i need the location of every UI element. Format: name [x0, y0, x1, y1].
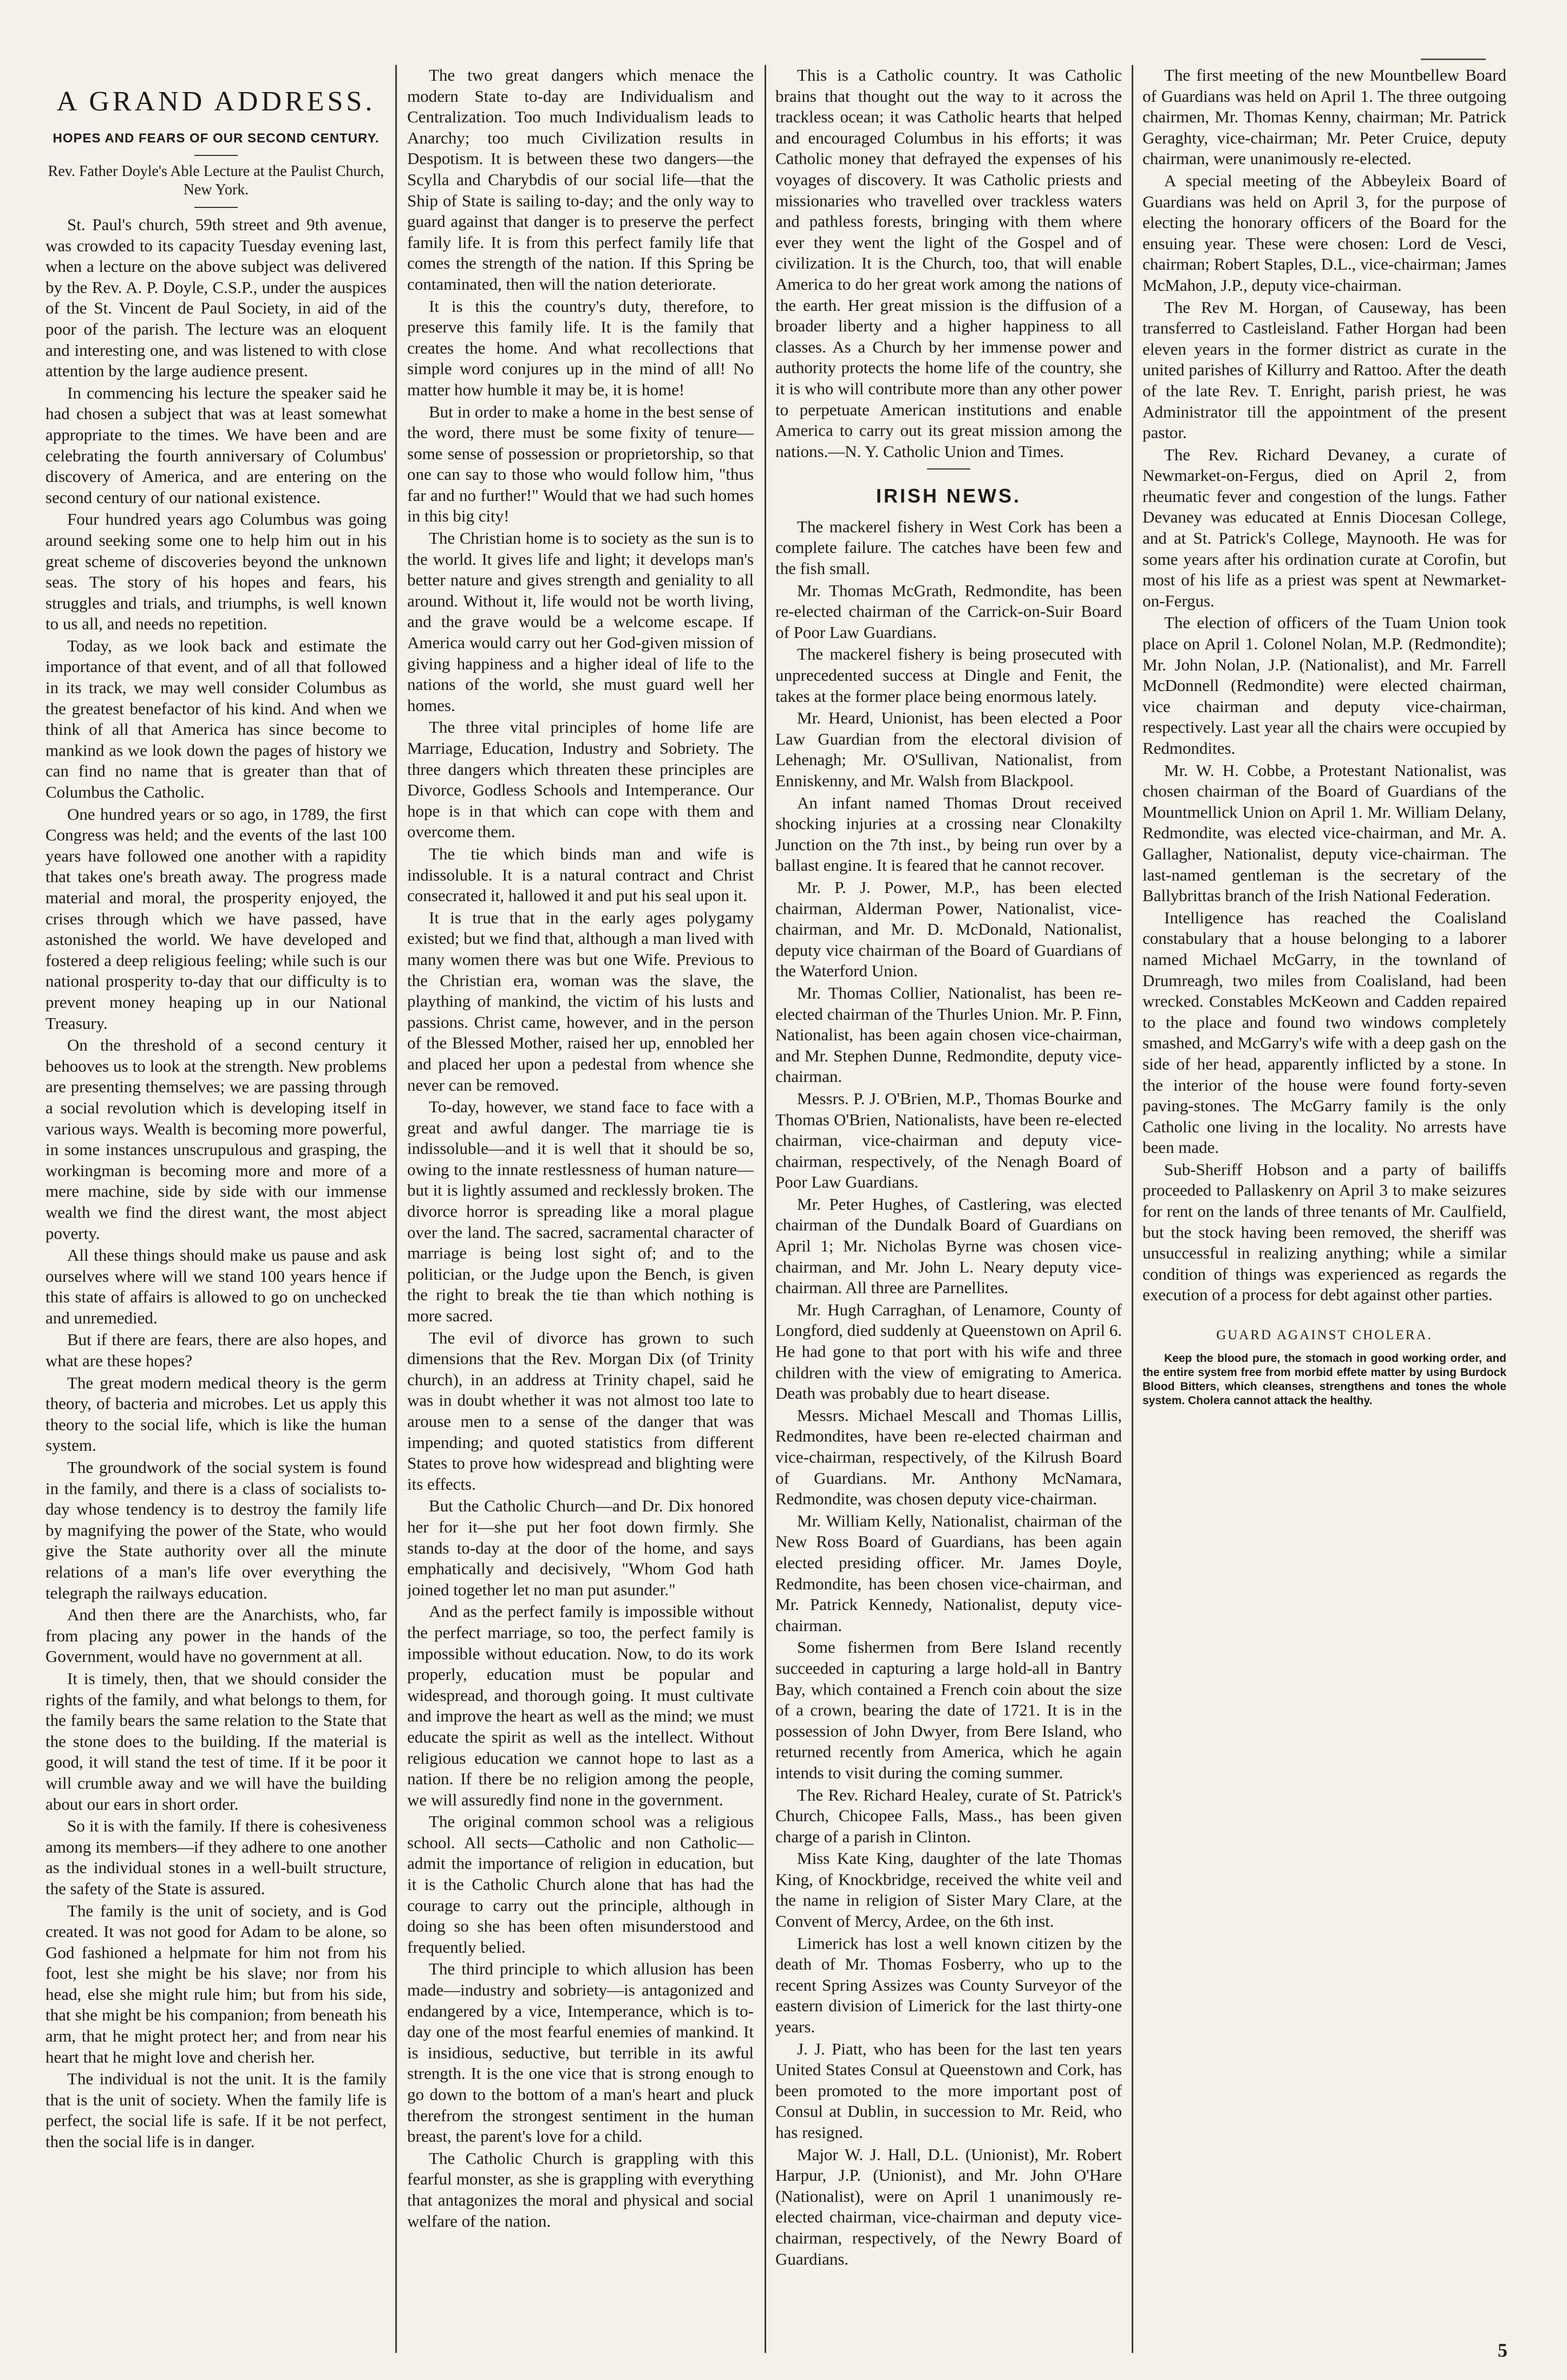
address-paragraph: The tie which binds man and wife is indissoluble. It is a natural contract and Christ consecrated it, hallowed it and put his seal upon it.: [407, 844, 754, 905]
address-paragraph: The Christian home is to society as the sun is to the world. It gives life and light; it develops man's better nature and gives strength and geniality to all around. Without it, life would not be worth living, and the grave would be a welcome escape. If America would carry out her God-given mission of giving happiness and a higher ideal of life to the nations of the world, she must guard well her homes.: [407, 529, 754, 715]
news-item: Messrs. Michael Mescall and Thomas Lillis, Redmondites, have been re-elected chairman and vice-chairman, respectively, of the Kilrush Board of Guardians. Mr. Anthony McNamara, Redmondite, was chosen deputy vice-chairman.: [775, 1405, 1122, 1509]
cholera-heading: GUARD AGAINST CHOLERA.: [1216, 1328, 1433, 1343]
news-item: Mr. Thomas McGrath, Redmondite, has been re-elected chairman of the Carrick-on-Suir Board of Poor Law Guardians.: [775, 581, 1122, 642]
news-item: Sub-Sheriff Hobson and a party of bailiffs proceeded to Pallaskenry on April 3 to make seizures for rent on the lands of three tenants of Mr. Caulfield, but the stock having been removed, the sheriff was unsuccessful in realizing anything; while a similar condition of things was experienced as regards the execution of a process for debt against other parties.: [1142, 1159, 1506, 1305]
news-item: Mr. Peter Hughes, of Castlering, was elected chairman of the Dundalk Board of Guardians on April 1; Mr. Nicholas Byrne was chosen vice-chairman, and Mr. John L. Neary deputy vice-chairman. All three are Parnellites.: [775, 1194, 1122, 1297]
address-paragraph: The original common school was a religious school. All sects—Catholic and non Catholic—admit the importance of religion in education, but it is the Catholic Church alone that has had the courage to carry out the principle, although in doing so she has been often misunderstood and frequently belied.: [407, 1812, 754, 1957]
irish-news-heading: IRISH NEWS.: [876, 485, 1021, 507]
column-4: [1142, 65, 1506, 2356]
address-paragraph: On the threshold of a second century it behooves us to look at the strength. New problems are presenting themselves; we are passing through a social revolution which is developing itself in various ways. Wealth is becoming more powerful, in some instances unscrupulous and grasping, the workingman is becoming more and more of a mere machine, side by side with our immense wealth we find the direst want, the most abject poverty.: [45, 1035, 387, 1243]
short-rule: [194, 155, 238, 156]
address-paragraph: The Catholic Church is grappling with this fearful monster, as she is grappling with everything that antagonizes the moral and physical and social welfare of the nation.: [407, 2148, 754, 2231]
address-paragraph: The third principle to which allusion has been made—industry and sobriety—is antagonized and endangered by a vice, Intemperance, which is to-day one of the most fearful enemies of mankind. It is insidious, seductive, but terrible in its awful strength. It is the one vice that is strong enough to go down to the bottom of a man's heart and pluck therefrom the strongest sentiment in the human breast, the parent's love for a child.: [407, 1959, 754, 2146]
article-deck: HOPES AND FEARS OF OUR SECOND CENTURY.: [53, 131, 380, 146]
short-rule: [927, 468, 970, 470]
address-paragraph: But in order to make a home in the best sense of the word, there must be some fixity of tenure—some sense of possession or proprietorship, so that one can say to those who would follow him, "thus far and no further!" Would that we had such homes in this big city!: [407, 402, 754, 526]
article-byline: Rev. Father Doyle's Able Lecture at the Paulist Church, New York.: [48, 163, 384, 198]
news-item: The first meeting of the new Mountbellew Board of Guardians was held on April 1. The three outgoing chairmen, Mr. Thomas Kenny, chairman; Mr. Patrick Geraghty, vice-chairman; Mr. Peter Cruice, deputy chairman, were unanimously re-elected.: [1142, 66, 1506, 168]
news-item: A special meeting of the Abbeyleix Board of Guardians was held on April 3, for the purpose of electing the honorary officers of the Board for the ensuing year. These were chosen: Lord de Vesci, chairman; Robert Staples, D.L., vice-chairman; James McMahon, J.P., deputy vice-chairman.: [1142, 171, 1506, 295]
news-item: Miss Kate King, daughter of the late Thomas King, of Knockbridge, received the white veil and the name in religion of Sister Mary Clare, at the Convent of Mercy, Ardee, on the 6th inst.: [775, 1849, 1122, 1931]
news-item: An infant named Thomas Drout received shocking injuries at a crossing near Clonakilty Junction on the 7th inst., by being run over by a ballast engine. It is feared that he cannot recover.: [775, 793, 1122, 875]
short-rule: [194, 207, 238, 208]
address-paragraph: So it is with the family. If there is cohesiveness among its members—if they adhere to one another as the individual stones in a well-built structure, the safety of the State is assured.: [45, 1816, 387, 1898]
cholera-notice: Keep the blood pure, the stomach in good working order, and the entire system free from morbid effete matter by using Burdock Blood Bitters, which cleanses, strengthens and tones the whole system. Cholera cannot attack the healthy.: [1142, 1352, 1506, 1407]
news-item: Major W. J. Hall, D.L. (Unionist), Mr. Robert Harpur, J.P. (Unionist), and Mr. John O'Hare (Nationalist), were on April 1 unanimously re-elected chairman, vice-chairman and deputy vice-chairman, respectively, of the Newry Board of Guardians.: [775, 2144, 1122, 2268]
news-item: The mackerel fishery is being prosecuted with unprecedented success at Dingle and Fenit, the takes at the former place being enormous lately.: [775, 644, 1122, 706]
address-paragraph: And as the perfect family is impossible without the perfect marriage, so too, the perfect family is impossible without education. Now, to do its work properly, education must be popular and widespread, and thorough going. It must cultivate and improve the heart as well as the mind; we must educate the spirit as well as the intellect. Without religious education we cannot hope to last as a nation. If there be no religion among the people, we will assuredly find none in the government.: [407, 1602, 754, 1809]
address-paragraph: In commencing his lecture the speaker said he had chosen a subject that was at least somewhat appropriate to the times. We have been and are celebrating the fourth anniversary of Columbus' discovery of America, and are entering on the second century of our national existence.: [45, 383, 387, 507]
column-1: [45, 65, 387, 2356]
address-paragraph: It is this the country's duty, therefore, to preserve this family life. It is the family that creates the home. And what recollections that simple word conjures up in the mind of all! No matter how humble it may be, it is home!: [407, 296, 754, 399]
news-item: The Rev. Richard Healey, curate of St. Patrick's Church, Chicopee Falls, Mass., has been given charge of a parish in Clinton.: [775, 1785, 1122, 1846]
address-paragraph: It is timely, then, that we should consider the rights of the family, and what belongs to them, for the family bears the same relation to the State that the stone does to the building. If the material is good, it will stand the test of time. If it be poor it will crumble away and we will have the building about our ears in short order.: [45, 1668, 387, 1814]
news-item: Messrs. P. J. O'Brien, M.P., Thomas Bourke and Thomas O'Brien, Nationalists, have been re-elected chairman, vice-chairman and deputy vice-chairman, respectively, of the Nenagh Board of Poor Law Guardians.: [775, 1088, 1122, 1192]
news-item: Mr. W. H. Cobbe, a Protestant Nationalist, was chosen chairman of the Board of Guardians of the Mountmellick Union on April 1. Mr. William Delany, Redmondite, was elected vice-chairman, and Mr. A. Gallagher, Nationalist, deputy vice-chairman. The last-named gentleman is the secretary of the Ballybrittas branch of the Irish National Federation.: [1142, 760, 1506, 905]
address-paragraph: Today, as we look back and estimate the importance of that event, and of all that followed in its track, we may well consider Columbus as the greatest benefactor of his kind. And when we think of all that America has since become to mankind as we look down the pages of history we can find no name that is greater than that of Columbus the Catholic.: [45, 636, 387, 802]
news-item: Mr. P. J. Power, M.P., has been elected chairman, Alderman Power, Nationalist, vice-chairman, and Mr. D. McDonald, Nationalist, deputy vice chairman of the Board of Guardians of the Waterford Union.: [775, 877, 1122, 981]
address-paragraph: And then there are the Anarchists, who, far from placing any power in the hands of the Government, would have no government at all.: [45, 1605, 387, 1666]
news-item: J. J. Piatt, who has been for the last ten years United States Consul at Queenstown and Cork, has been promoted to the more important post of Consul at Dublin, in succession to Mr. Reid, who has resigned.: [775, 2039, 1122, 2142]
address-paragraph: The groundwork of the social system is found in the family, and there is a class of socialists to-day whose tendency is to destroy the family life by magnifying the power of the State, who would give the State authority over all the minute relations of a man's life over everything the telegraph the railways education.: [45, 1458, 387, 1602]
address-paragraph: The evil of divorce has grown to such dimensions that the Rev. Morgan Dix (of Trinity church), in an address at Trinity chapel, said he was in doubt whether it was not almost too late to arouse men to a sense of the danger that was impending; and quoted statistics from different States to prove how widespread and blighting were its effects.: [407, 1328, 754, 1494]
news-item: The mackerel fishery in West Cork has been a complete failure. The catches have been few and the fish small.: [775, 517, 1122, 578]
news-item: Intelligence has reached the Coalisland constabulary that a house belonging to a laborer named Michael McGarry, in the townland of Drumreagh, two miles from Coalisland, had been wrecked. Constables McKeown and Cadden repaired to the place and found two windows completely smashed, and McGarry's wife with a deep gash on the side of her head, apparently inflicted by a stone. In the interior of the house were found forty-seven paving-stones. The McGarry family is the only Catholic one living in the locality. No arrests have been made.: [1142, 908, 1506, 1157]
news-item: The election of officers of the Tuam Union took place on April 1. Colonel Nolan, M.P. (Redmondite); Mr. John Nolan, J.P. (Nationalist), and Mr. Farrell McDonnell (Redmondite) were elected chairman, vice chairman and deputy vice-chairman, respectively. Last year all the chairs were occupied by Redmondites.: [1142, 613, 1506, 758]
address-paragraph: The two great dangers which menace the modern State to-day are Individualism and Centralization. Too much Individualism leads to Anarchy; too much Civilization results in Despotism. It is between these two dangers—the Scylla and Charybdis of our social life—that the Ship of State is sailing to-day; and the only way to guard against that danger is to preserve the perfect family life. It is from this perfect family life that comes the strength of the nation. If this Spring be contaminated, then will the nation deteriorate.: [407, 66, 754, 294]
news-item: Mr. William Kelly, Nationalist, chairman of the New Ross Board of Guardians, has been again elected presiding officer. Mr. James Doyle, Redmondite, has been chosen vice-chairman, and Mr. Patrick Kennedy, Nationalist, deputy vice-chairman.: [775, 1511, 1122, 1635]
address-paragraph: This is a Catholic country. It was Catholic brains that thought out the way to it across the trackless ocean; it was Catholic hearts that helped and encouraged Columbus in his efforts; it was Catholic money that defrayed the expenses of his voyages of discovery. It was Catholic priests and missionaries who travelled over trackless waters and pathless forests, bringing with them where ever they went the light of the Gospel and of civilization. It is the Church, too, that will enable America to do her great work among the nations of the earth. Her great mission is the diffusion of a broader liberty and a higher happiness to all classes. As a Church by her immense power and authority protects the home life of the country, she it is who will contribute more than any other power to perpetuate American institutions and enable America to carry out its great mission among the nations.—N. Y. Catholic Union and Times.: [775, 66, 1122, 461]
address-paragraph: The great modern medical theory is the germ theory, of bacteria and microbes. Let us apply this theory to the social life, which is like the human system.: [45, 1373, 387, 1455]
article-headline: A GRAND ADDRESS.: [56, 86, 376, 117]
address-paragraph: St. Paul's church, 59th street and 9th avenue, was crowded to its capacity Tuesday evening last, when a lecture on the above subject was delivered by the Rev. A. P. Doyle, C.S.P., under the auspices of the St. Vincent de Paul Society, in aid of the poor of the parish. The lecture was an eloquent and interesting one, and was listened to with close attention by the large audience present.: [45, 215, 387, 381]
address-paragraph: Four hundred years ago Columbus was going around seeking some one to help him out in his great scheme of discoveries beyond the unknown seas. The story of his hopes and fears, his struggles and trials, and triumphs, is well known to us all, and needs no repetition.: [45, 510, 387, 634]
address-paragraph: One hundred years or so ago, in 1789, the first Congress was held; and the events of the last 100 years have followed one another with a rapidity that takes one's breath away. The progress made material and moral, the prosperity enjoyed, the crises through which we have passed, have astonished the world. We have developed and fostered a deep religious feeling; while such is our national prosperity to-day that our difficulty is to prevent money heaping up in our National Treasury.: [45, 804, 387, 1033]
column-2: [407, 65, 754, 2356]
page-number: 5: [1498, 2339, 1507, 2361]
column-divider: [1132, 65, 1133, 2353]
column-divider: [765, 65, 766, 2353]
address-paragraph: But if there are fears, there are also hopes, and what are these hopes?: [45, 1330, 387, 1371]
address-paragraph: It is true that in the early ages polygamy existed; but we find that, although a man lived with many women there was but one Wife. Previous to the Christian era, woman was the slave, the plaything of mankind, the victim of his lusts and passions. Christ came, however, and in the person of the Blessed Mother, raised her up, ennobled her and placed her upon a pedestal from whence she never can be removed.: [407, 908, 754, 1094]
news-item: Mr. Heard, Unionist, has been elected a Poor Law Guardian from the electoral division of Lehenagh; Mr. O'Sullivan, Nationalist, from Enniskenny, and Mr. Walsh from Blackpool.: [775, 708, 1122, 790]
column-divider: [395, 65, 397, 2353]
news-item: Some fishermen from Bere Island recently succeeded in capturing a large hold-all in Bantry Bay, which contained a French coin about the size of a crown, bearing the date of 1721. It is in the possession of John Dwyer, from Bere Island, who returned recently from America, which he again intends to visit during the coming summer.: [775, 1638, 1122, 1782]
address-paragraph: The individual is not the unit. It is the family that is the unit of society. When the family life is perfect, the social life is safe. If it be not perfect, then the social life is in danger.: [45, 2069, 387, 2151]
news-item: The Rev. Richard Devaney, a curate of Newmarket-on-Fergus, died on April 2, from rheumatic fever and congestion of the lungs. Father Devaney was educated at Ennis Diocesan College, and at St. Patrick's College, Maynooth. He was for some years after his ordination curate at Corofin, but most of his life as a priest was spent at Newmarket-on-Fergus.: [1142, 445, 1506, 610]
news-item: Mr. Hugh Carraghan, of Lenamore, County of Longford, died suddenly at Queenstown on April 6. He had gone to that port with his wife and three children with the view of emigrating to America. Death was probably due to heart disease.: [775, 1300, 1122, 1403]
column-3: [775, 65, 1122, 2356]
news-item: Limerick has lost a well known citizen by the death of Mr. Thomas Fosberry, who up to the recent Spring Assizes was County Surveyor of the eastern division of Limerick for the last thirty-one years.: [775, 1933, 1122, 2037]
news-item: Mr. Thomas Collier, Nationalist, has been re-elected chairman of the Thurles Union. Mr. P. Finn, Nationalist, has been again chosen vice-chairman, and Mr. Stephen Dunne, Redmondite, deputy vice-chairman.: [775, 983, 1122, 1086]
address-paragraph: But the Catholic Church—and Dr. Dix honored her for it—she put her foot down firmly. She stands to-day at the door of the home, and says emphatically and decisively, "Whom God hath joined together let no man put asunder.": [407, 1496, 754, 1599]
address-paragraph: To-day, however, we stand face to face with a great and awful danger. The marriage tie is indissoluble—and it is well that it should be so, owing to the innate restlessness of human nature—but it is lightly assumed and recklessly broken. The divorce horror is spreading like a moral plague over the land. The sacred, sacramental character of marriage is being lost sight of; and to the politician, or the Judge upon the Bench, is given the right to break the tie than which nothing is more sacred.: [407, 1097, 754, 1326]
news-item: The Rev M. Horgan, of Causeway, has been transferred to Castleisland. Father Horgan had been eleven years in the former district as curate in the united parishes of Killurry and Rattoo. After the death of the late Rev. T. Enright, parish priest, he was Administrator till the appointment of the present pastor.: [1142, 297, 1506, 442]
address-paragraph: All these things should make us pause and ask ourselves where will we stand 100 years hence if this state of affairs is allowed to go on unchecked and unremedied.: [45, 1246, 387, 1327]
address-paragraph: The family is the unit of society, and is God created. It was not good for Adam to be alone, so God fashioned a helpmate for him not from his foot, lest she might be his slave; nor from his head, else she might rule him; but from his side, that she might be his companion; from beneath his arm, that he might protect her; and from near his heart that he might love and cherish her.: [45, 1901, 387, 2066]
address-paragraph: The three vital principles of home life are Marriage, Education, Industry and Sobriety. The three dangers which threaten these principles are Divorce, Godless Schools and Intemperance. Our hope is in that which can cope with them and overcome them.: [407, 718, 754, 842]
